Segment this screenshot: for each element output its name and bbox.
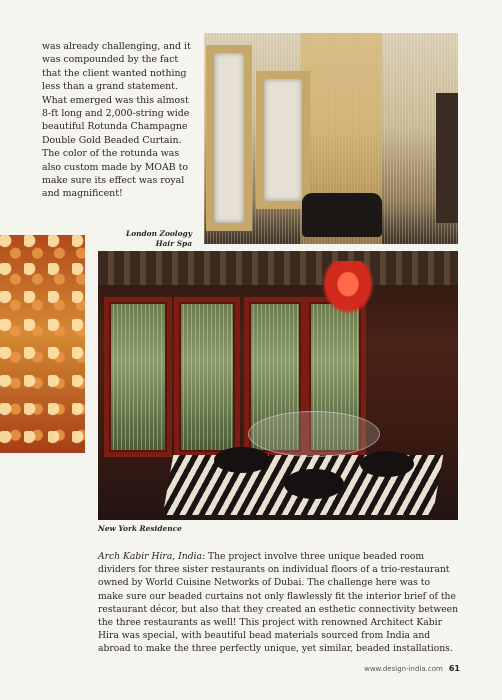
beaded-window — [174, 297, 240, 457]
intro-paragraph: was already challenging, and it was compounded by the fact that the client wanted nothing less than a grand statement. What emerged was this almost 8-ft long and 2,000-string wide beautiful Rotunda Champagne Double Gold Beaded Curtain. The color of the rotunda was also custom made by MOAB to make sure its effect was royal and magnificent! — [42, 41, 191, 200]
page-footer — [364, 664, 460, 673]
red-chandelier — [318, 261, 378, 319]
caption-line: London Zoology — [126, 229, 192, 238]
body-text: The project involve three unique beaded room dividers for three sister restaurants on individual floors of a trio-restaurant owned by World Cuisine Networks of Dubai. The challenge here was to make sure our beaded curtains not only flawlessly fit the interior brief of the restaurant décor, but also that they created an esthetic connectivity between the three restaurants as well! This project with renowned Architect Kabir Hira was special, with beautiful bead materials sourced from India and abroad to make the three perfectly unique, yet similar, beaded installations. — [98, 551, 459, 655]
bead-closeup-photo — [0, 235, 85, 453]
cabinet — [436, 93, 458, 223]
new-york-caption: New York Residence — [98, 524, 182, 533]
chair — [214, 447, 270, 473]
caption-line: Hair Spa — [155, 239, 192, 248]
wallpaper — [98, 251, 458, 285]
chair — [284, 469, 344, 499]
gilded-mirror — [256, 71, 310, 209]
glass-table — [248, 411, 380, 457]
body-paragraph — [98, 550, 458, 656]
footer-website: www.design-india.com — [364, 665, 443, 673]
hair-spa-caption — [72, 229, 192, 249]
hair-spa-photo — [204, 33, 458, 244]
new-york-residence-photo — [98, 251, 458, 520]
beaded-window — [104, 297, 172, 457]
page-number: 61 — [448, 664, 460, 673]
salon-chair — [302, 193, 382, 237]
gilded-mirror — [206, 45, 252, 231]
chair — [360, 451, 414, 477]
body-lead: Arch Kabir Hira, India: — [98, 551, 206, 562]
